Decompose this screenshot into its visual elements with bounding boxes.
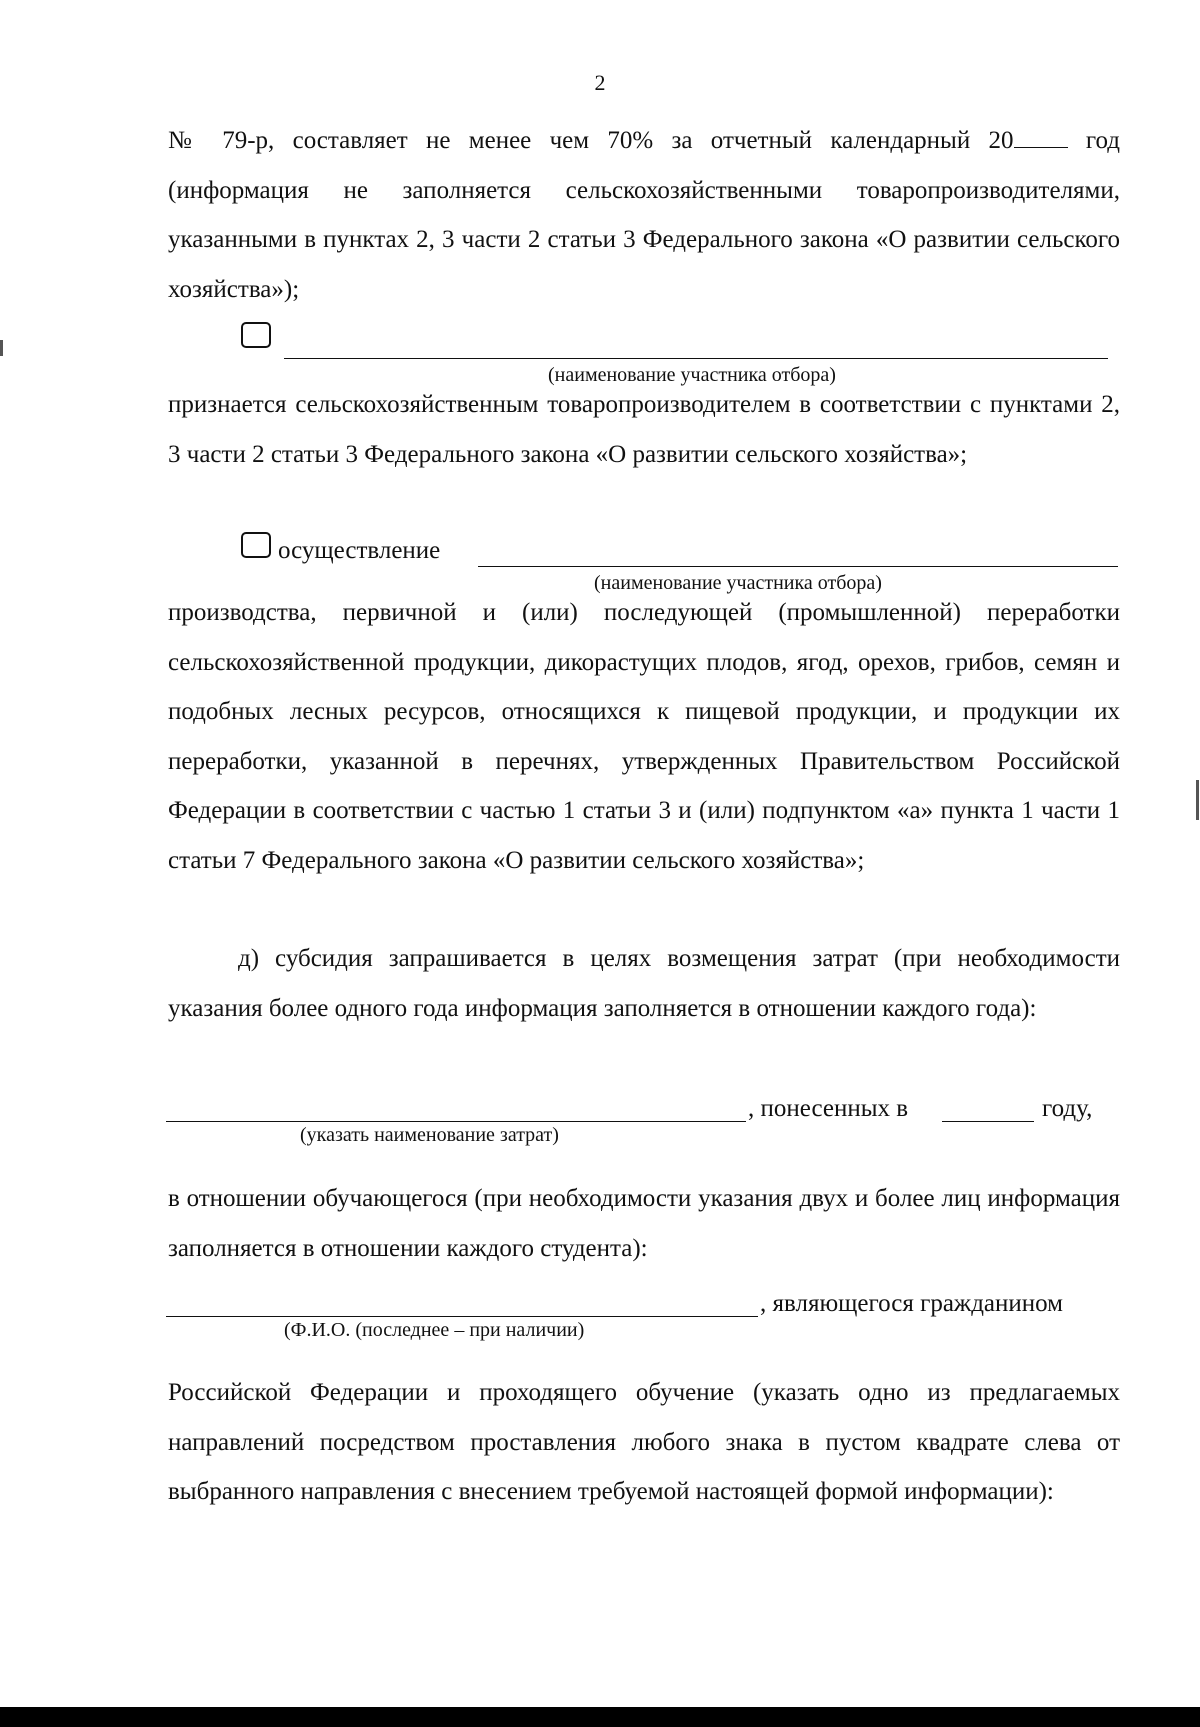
year-blank-field[interactable] <box>1014 146 1068 148</box>
participant-name-caption-2: (наименование участника отбора) <box>594 572 882 594</box>
participant-name-field-2[interactable] <box>478 566 1118 567</box>
paragraph-training-direction: Российской Федерации и проходящего обучение (указать одно из предлагаемых направлений посредством проставления любого знака в пустом квадрате слева от выбранного направления с внесением требуемой настоящей формой информации): <box>168 1379 1120 1505</box>
participant-name-field-1[interactable] <box>284 358 1108 359</box>
implementation-checkbox[interactable] <box>241 532 271 558</box>
producer-status-checkbox[interactable] <box>241 322 271 348</box>
paragraph-student: в отношении обучающегося (при необходимости указания двух и более лиц информация заполняется в отношении каждого студента): <box>168 1185 1120 1262</box>
costs-incurred-text: , понесенных в <box>748 1095 909 1122</box>
scan-edge-mark <box>1196 780 1199 820</box>
student-name-field[interactable] <box>166 1316 758 1317</box>
participant-name-caption-1: (наименование участника отбора) <box>548 364 836 386</box>
scan-edge-mark <box>0 340 3 356</box>
paragraph-revenue-share <box>168 116 1120 314</box>
citizen-text: , являющегося гражданином <box>760 1290 1063 1317</box>
paragraph-subsidy-purpose: д) субсидия запрашивается в целях возмещения затрат (при необходимости указания более одного года информация заполняется в отношении каждого года): <box>168 945 1120 1022</box>
paragraph-revenue-share-end: год (информация не заполняется сельскохозяйственными товаропроизводителями, указанными в пунктах 2, 3 части 2 статьи 3 Федерального закона «О развитии сельского хозяйства»); <box>168 127 1120 303</box>
cost-name-field[interactable] <box>166 1121 746 1122</box>
paragraph-revenue-share-start: № 79-р, составляет не менее чем 70% за отчетный календарный 20 <box>168 127 1014 154</box>
page-number: 2 <box>594 70 606 95</box>
paragraph-production-processing: производства, первичной и (или) последующей (промышленной) переработки сельскохозяйственной продукции, дикорастущих плодов, ягод, орехов, грибов, семян и подобных лесных ресурсов, относящихся к пищевой продукции, и продукции их переработки, указанной в перечнях, утвержденных Правительством Российской Федерации в соответствии с частью 1 статьи 3 и (или) подпунктом «а» пункта 1 части 1 статьи 7 Федерального закона «О развитии сельского хозяйства»; <box>168 599 1120 874</box>
cost-year-field[interactable] <box>942 1121 1034 1122</box>
paragraph-producer-status: признается сельскохозяйственным товаропроизводителем в соответствии с пунктами 2, 3 части 2 статьи 3 Федерального закона «О развитии сельского хозяйства»; <box>168 391 1120 468</box>
scan-bottom-border <box>0 1707 1200 1727</box>
cost-name-caption: (указать наименование затрат) <box>300 1124 559 1146</box>
implementation-label: осуществление <box>278 537 441 564</box>
costs-year-text: году, <box>1042 1095 1093 1122</box>
student-name-caption: (Ф.И.О. (последнее – при наличии) <box>284 1319 585 1341</box>
